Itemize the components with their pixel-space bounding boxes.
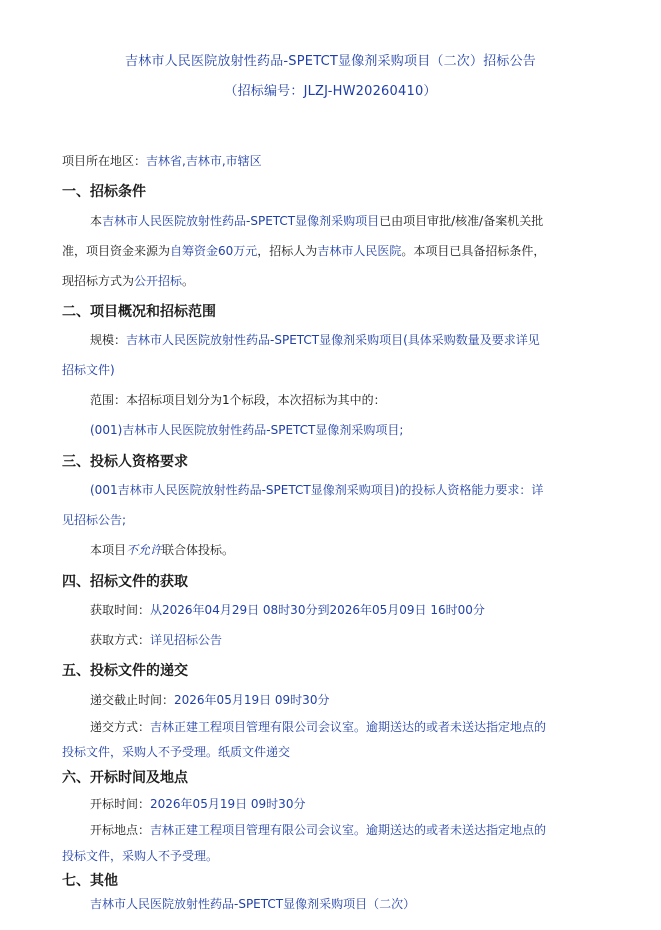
s1-funding: 自筹资金60万元 bbox=[170, 244, 258, 258]
s1-text: 本 bbox=[90, 214, 103, 228]
deadline-value: 2026年05月19日 09时30分 bbox=[174, 693, 330, 707]
s1-text: 。 bbox=[182, 274, 195, 288]
section-heading-4: 四、招标文件的获取 bbox=[62, 574, 188, 590]
s4-method bbox=[90, 631, 222, 648]
s1-line-2 bbox=[62, 242, 545, 259]
s5-method-line-1 bbox=[90, 718, 546, 735]
opening-place-value: 吉林正建工程项目管理有限公司会议室。逾期送达的或者未送达指定地点的 bbox=[150, 823, 547, 837]
region-label: 项目所在地区： bbox=[62, 154, 147, 168]
tender-code: （招标编号：JLZJ-HW20260410） bbox=[224, 84, 437, 99]
s3-text: 联合体投标。 bbox=[162, 543, 235, 557]
s5-method-line-2: 投标文件，采购人不予受理。纸质文件递交 bbox=[62, 745, 291, 759]
s3-joint-bid bbox=[90, 541, 234, 558]
s1-text: 现招标方式为 bbox=[62, 274, 135, 288]
opening-time-label: 开标时间： bbox=[90, 797, 151, 811]
obtain-time-label: 获取时间： bbox=[90, 603, 151, 617]
region-value: 吉林省,吉林市,市辖区 bbox=[146, 154, 262, 168]
obtain-method-label: 获取方式： bbox=[90, 633, 151, 647]
s1-project-name: 吉林市人民医院放射性药品-SPETCT显像剂采购项目 bbox=[102, 214, 380, 228]
page-title: 吉林市人民医院放射性药品-SPETCT显像剂采购项目（二次）招标公告 bbox=[125, 54, 536, 69]
s2-range: 范围：本招标项目划分为1个标段，本次招标为其中的： bbox=[90, 393, 386, 407]
section-heading-3: 三、投标人资格要求 bbox=[62, 454, 188, 470]
s3-req-line-2: 见招标公告; bbox=[62, 513, 127, 527]
section-heading-5: 五、投标文件的递交 bbox=[62, 663, 188, 679]
s1-text: ，招标人为 bbox=[257, 244, 318, 258]
project-region bbox=[62, 152, 262, 169]
s1-text: 。本项目已具备招标条件， bbox=[401, 244, 546, 258]
scale-label: 规模： bbox=[90, 333, 127, 347]
section-heading-7: 七、其他 bbox=[62, 873, 118, 889]
scale-value: 吉林市人民医院放射性药品-SPETCT显像剂采购项目(具体采购数量及要求详见 bbox=[126, 333, 540, 347]
submit-method-value: 吉林正建工程项目管理有限公司会议室。逾期送达的或者未送达指定地点的 bbox=[150, 720, 547, 734]
opening-place-label: 开标地点： bbox=[90, 823, 151, 837]
s2-scale-line-1 bbox=[90, 331, 540, 348]
section-heading-6: 六、开标时间及地点 bbox=[62, 770, 188, 786]
joint-bid-status: 不允许 bbox=[126, 543, 163, 557]
s2-lot-item: (001)吉林市人民医院放射性药品-SPETCT显像剂采购项目; bbox=[90, 423, 404, 437]
s7-other: 吉林市人民医院放射性药品-SPETCT显像剂采购项目（二次） bbox=[90, 897, 416, 911]
opening-time-value: 2026年05月19日 09时30分 bbox=[150, 797, 306, 811]
deadline-label: 递交截止时间： bbox=[90, 693, 175, 707]
s3-text: 本项目 bbox=[90, 543, 127, 557]
s3-req-line-1: (001吉林市人民医院放射性药品-SPETCT显像剂采购项目)的投标人资格能力要求：详 bbox=[90, 483, 544, 497]
obtain-time-value: 从2026年04月29日 08时30分到2026年05月09日 16时00分 bbox=[150, 603, 485, 617]
s1-line-1 bbox=[90, 212, 543, 229]
s1-tenderer: 吉林市人民医院 bbox=[317, 244, 402, 258]
s1-line-3 bbox=[62, 272, 194, 289]
s4-time bbox=[90, 601, 485, 618]
s5-deadline bbox=[90, 691, 329, 708]
s6-place-line-2: 投标文件，采购人不予受理。 bbox=[62, 849, 219, 863]
s1-text: 准，项目资金来源为 bbox=[62, 244, 171, 258]
s2-scale-line-2: 招标文件) bbox=[62, 363, 115, 377]
s6-place-line-1 bbox=[90, 821, 546, 838]
s6-time bbox=[90, 795, 305, 812]
submit-method-label: 递交方式： bbox=[90, 720, 151, 734]
s1-method: 公开招标 bbox=[134, 274, 183, 288]
obtain-method-value: 详见招标公告 bbox=[150, 633, 223, 647]
section-heading-2: 二、项目概况和招标范围 bbox=[62, 304, 216, 320]
section-heading-1: 一、招标条件 bbox=[62, 184, 146, 200]
s1-text: 已由项目审批/核准/备案机关批 bbox=[379, 214, 544, 228]
